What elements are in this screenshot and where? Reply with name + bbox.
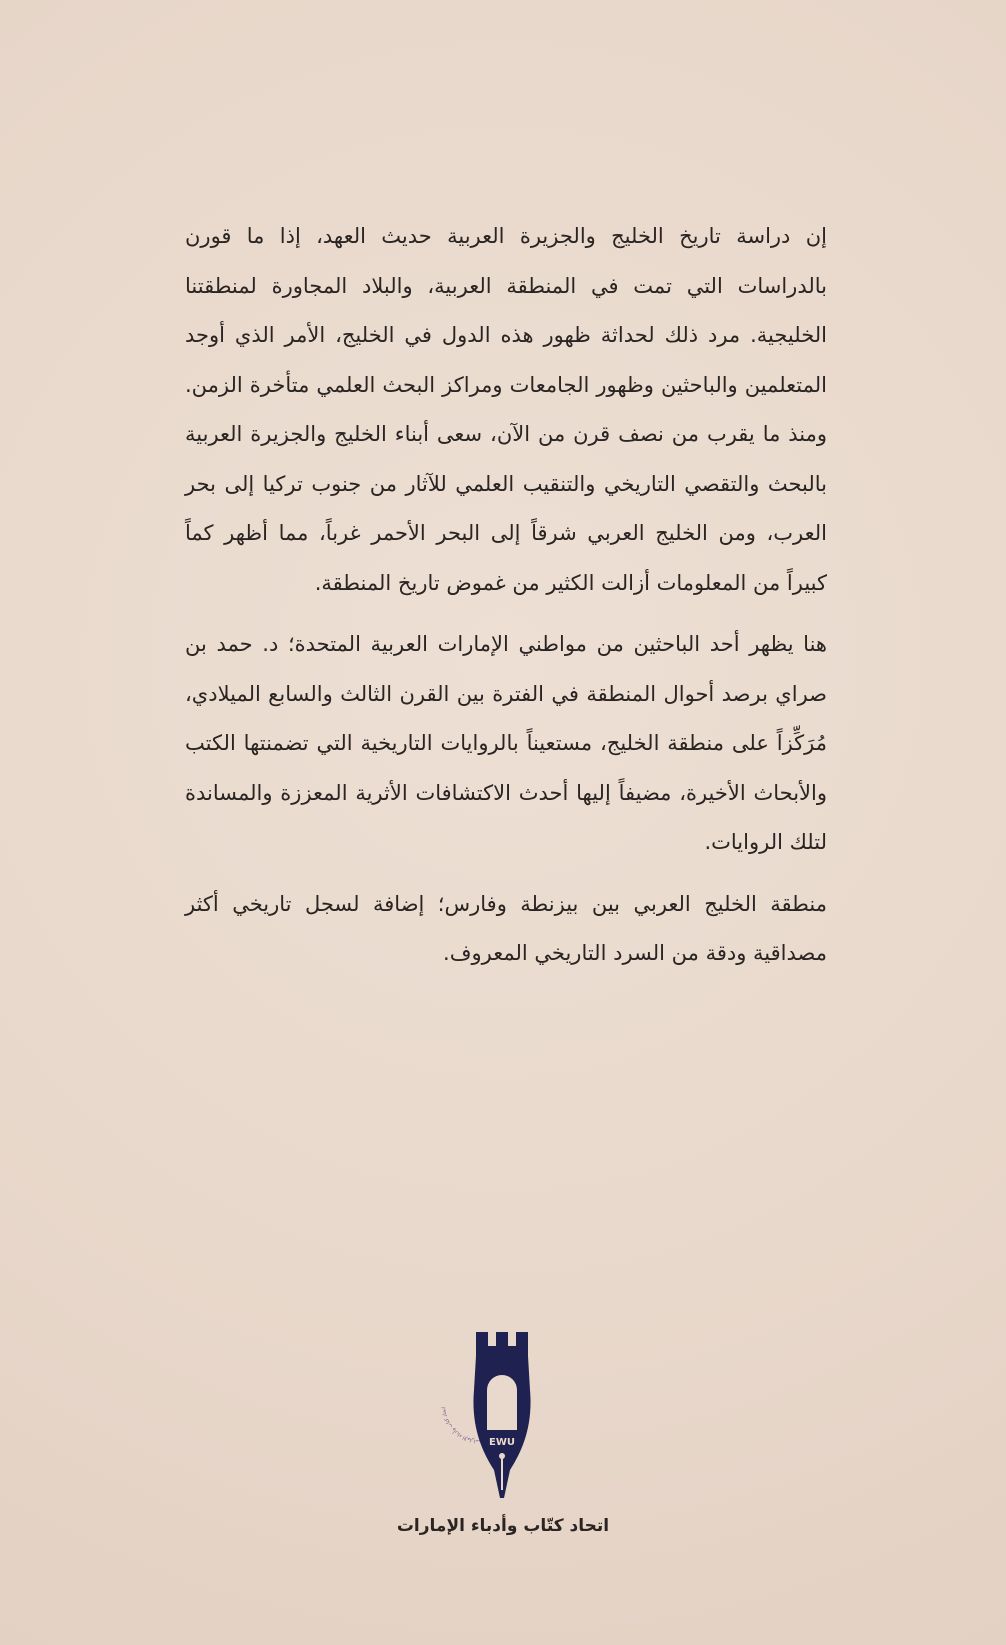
logo-arc-text: اتحاد كتاب وأدباء الإمارات (441, 1406, 481, 1445)
blurb-paragraph-3: منطقة الخليج العربي بين بيزنطة وفارس؛ إضافة لسجل تاريخي أكثر مصداقية ودقة من السرد التاريخي المعروف. (185, 891, 827, 965)
blurb-text (185, 212, 827, 991)
publisher-name: اتحاد كتّاب وأدباء الإمارات (396, 1516, 610, 1536)
blurb-paragraph-2: هنا يظهر أحد الباحثين من مواطني الإمارات العربية المتحدة؛ د. حمد بن صراي برصد أحوال المنطقة في الفترة بين القرن الثالث والسابع الميلادي، مُرَكِّزاً على منطقة الخليج، مستعيناً بالروايات التاريخية التي تضمنتها الكتب والأبحاث الأخيرة، مضيفاً إليها أحدث الاكتشافات الأثرية المعززة والمساندة لتلك الروايات. (185, 632, 827, 854)
blurb-paragraph-1: إن دراسة تاريخ الخليج والجزيرة العربية حديث العهد، إذا ما قورن بالدراسات التي تمت في المنطقة العربية، والبلاد المجاورة لمنطقتنا الخليجية. مرد ذلك لحداثة ظهور هذه الدول في الخليج، الأمر الذي أوجد المتعلمين والباحثين وظهور الجامعات ومراكز البحث العلمي متأخرة الزمن. ومنذ ما يقرب من نصف قرن من الآن، سعى أبناء الخليج والجزيرة العربية بالبحث والتقصي التاريخي والتنقيب العلمي للآثار من جنوب تركيا إلى بحر العرب، ومن الخليج العربي شرقاً إلى البحر الأحمر غرباً، مما أظهر كماً كبيراً من المعلومات أزالت الكثير من غموض تاريخ المنطقة. (185, 224, 827, 595)
logo-ewu-text: EWU (489, 1437, 515, 1448)
publisher-logo (435, 1330, 570, 1510)
fountain-pen-tower-icon (435, 1330, 570, 1510)
